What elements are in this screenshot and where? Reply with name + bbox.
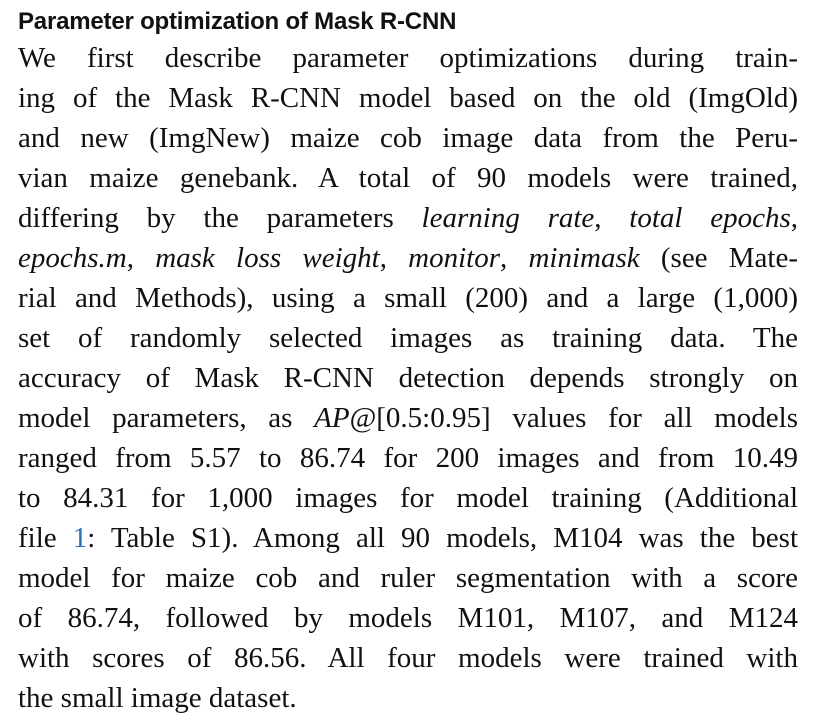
section-heading: Parameter optimization of Mask R-CNN (18, 8, 457, 35)
paragraph-line (18, 238, 798, 278)
paragraph-line (18, 198, 798, 238)
paragraph-line (18, 318, 798, 358)
italic-term: monitor (408, 242, 501, 274)
paragraph-line (18, 398, 798, 438)
text-run: model for maize cob and ruler segmentation with a score (18, 562, 798, 594)
italic-term: minimask (528, 242, 640, 274)
text-run: : Table S1). Among all 90 models, M104 was the best (87, 522, 798, 554)
text-run: ranged from 5.57 to 86.74 for 200 images and from 10.49 (18, 442, 798, 474)
paragraph-line (18, 38, 798, 78)
paragraph-line (18, 558, 798, 598)
text-run: accuracy of Mask R-CNN detection depends strongly on (18, 362, 798, 394)
paragraph-line (18, 478, 798, 518)
paragraph-line (18, 638, 798, 678)
text-run: of 86.74, followed by models M101, M107, and M124 (18, 602, 798, 634)
italic-term: total epochs (629, 202, 791, 234)
text-run: with scores of 86.56. All four models were trained with (18, 642, 798, 674)
paragraph-line (18, 278, 798, 318)
paragraph-line (18, 78, 798, 118)
text-run: to 84.31 for 1,000 images for model training (Additional (18, 482, 798, 514)
italic-term: epochs.m (18, 242, 127, 274)
text-run: , (500, 242, 529, 274)
text-run: set of randomly selected images as training data. The (18, 322, 798, 354)
text-run: differing by the parameters (18, 202, 422, 234)
article-section (18, 6, 798, 718)
paragraph-line (18, 598, 798, 638)
italic-term: learning rate (421, 202, 595, 234)
paragraph-line (18, 158, 798, 198)
text-run: rial and Methods), using a small (200) and a large (1,000) (18, 282, 798, 314)
text-run: , (126, 242, 156, 274)
text-run: , (379, 242, 409, 274)
text-run: @[0.5:0.95] values for all models (349, 402, 798, 434)
italic-term: AP (314, 402, 350, 434)
text-run: the small image dataset. (18, 682, 297, 714)
text-run: , (594, 202, 630, 234)
text-run: , (790, 202, 798, 234)
text-run: model parameters, as (18, 402, 315, 434)
text-run: (see Mate- (639, 242, 799, 274)
text-run: ing of the Mask R-CNN model based on the old (ImgOld) (18, 82, 798, 114)
italic-term: mask loss weight (155, 242, 380, 274)
text-run: and new (ImgNew) maize cob image data from the Peru- (18, 122, 798, 154)
paragraph-line (18, 438, 798, 478)
paragraph-line (18, 678, 798, 718)
body-paragraph (18, 38, 798, 718)
paragraph-line (18, 518, 798, 558)
text-run: vian maize genebank. A total of 90 models were trained, (18, 162, 798, 194)
paragraph-line (18, 358, 798, 398)
text-run: file (18, 522, 73, 554)
paragraph-line (18, 118, 798, 158)
additional-file-link[interactable]: 1 (72, 522, 88, 554)
text-run: We first describe parameter optimizations during train- (18, 42, 798, 74)
